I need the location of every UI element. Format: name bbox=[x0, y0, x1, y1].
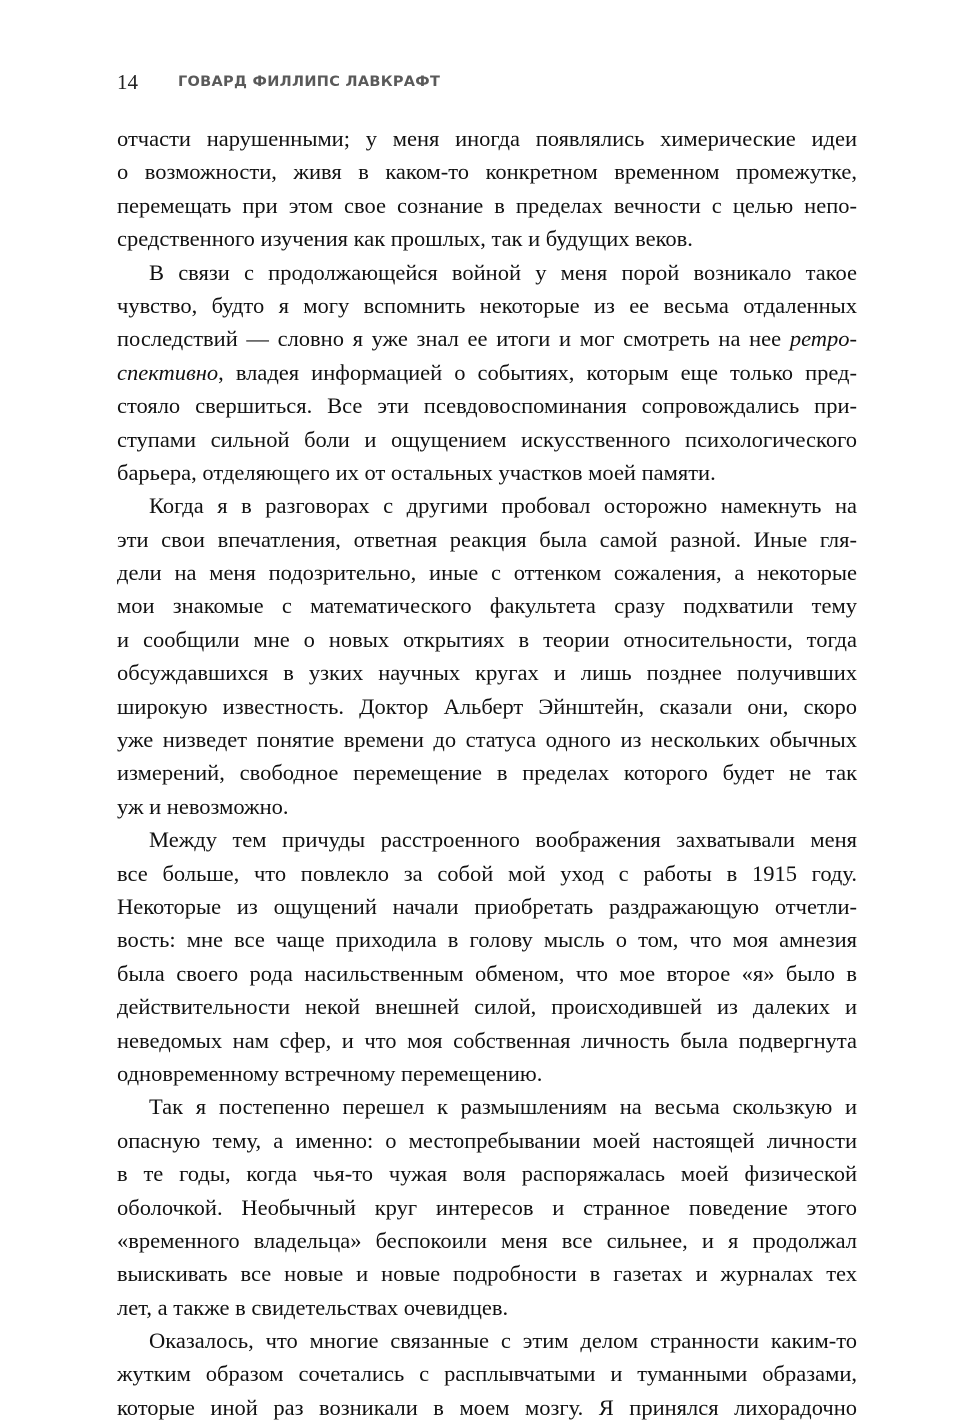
text-line: перемещать при этом свое сознание в пределах вечности с целью непо- bbox=[117, 192, 857, 218]
text-line: вость: мне все чаще приходила в голову мысль о том, что моя амнезия bbox=[117, 927, 857, 953]
text-line: действительности некой внешней силой, происходившей из далеких и bbox=[117, 994, 857, 1020]
running-header bbox=[117, 70, 440, 94]
text-line: барьера, отделяющего их от остальных участков моей памяти. bbox=[117, 459, 716, 485]
text-line: стояло свершиться. Все эти псевдовоспоминания сопровождались при- bbox=[117, 393, 857, 419]
text-line: эти свои впечатления, ответная реакция была самой разной. Иные гля- bbox=[117, 526, 857, 552]
text-line: дели на меня подозрительно, иные с оттенком сожаления, а некоторые bbox=[117, 560, 857, 586]
paragraph bbox=[117, 1324, 857, 1424]
page-body-text bbox=[117, 122, 857, 1424]
italic-text: ретро- bbox=[789, 326, 857, 352]
text-line bbox=[117, 322, 857, 355]
text-line: средственного изучения как прошлых, так и будущих веков. bbox=[117, 226, 693, 252]
text-line: жутким образом сочетались с расплывчатыми и туманными образами, bbox=[117, 1361, 857, 1387]
text-line: выискивать все новые и новые подробности в газетах и журналах тех bbox=[117, 1261, 857, 1287]
paragraph bbox=[117, 823, 857, 1090]
text-line: Когда я в разговорах с другими пробовал осторожно намекнуть на bbox=[149, 493, 857, 519]
text-line: уж и невозможно. bbox=[117, 793, 289, 819]
text-line: которые иной раз возникали в моем мозгу. Я принялся лихорадочно bbox=[117, 1394, 857, 1420]
text-line: лет, а также в свидетельствах очевидцев. bbox=[117, 1294, 509, 1320]
text-line: все больше, что повлекло за собой мой уход с работы в 1915 году. bbox=[117, 860, 857, 886]
paragraph bbox=[117, 122, 857, 256]
text-segment: последствий — словно я уже знал ее итоги и мог смотреть на нее bbox=[117, 326, 790, 352]
text-line: Так я постепенно перешел к размышлениям на весьма скользкую и bbox=[149, 1094, 857, 1120]
paragraph bbox=[117, 1090, 857, 1324]
text-line: Оказалось, что многие связанные с этим делом странности каким-то bbox=[149, 1328, 857, 1354]
text-line: измерений, свободное перемещение в пределах которого будет не так bbox=[117, 760, 857, 786]
text-line: о возможности, живя в каком-то конкретном временном промежутке, bbox=[117, 159, 857, 185]
text-line: мои знакомые с математического факультета сразу подхватили тему bbox=[117, 593, 857, 619]
text-line: обсуждавшихся в узких научных кругах и лишь позднее получивших bbox=[117, 660, 857, 686]
text-line: одновременному встречному перемещению. bbox=[117, 1060, 543, 1086]
text-line: отчасти нарушенными; у меня иногда появлялись химерические идеи bbox=[117, 126, 857, 151]
text-line: В связи с продолжающейся войной у меня порой возникало такое bbox=[149, 259, 857, 285]
text-line: опасную тему, а именно: о местопребывании моей настоящей личности bbox=[117, 1127, 857, 1153]
text-line: ступами сильной боли и ощущением искусственного психологического bbox=[117, 426, 857, 452]
text-line: уже низведет понятие времени до статуса одного из нескольких обычных bbox=[117, 727, 857, 753]
page-number: 14 bbox=[117, 69, 138, 94]
text-line: «временного владельца» беспокоили меня все сильнее, и я продолжал bbox=[117, 1227, 857, 1253]
text-line: чувство, будто я могу вспомнить некоторые из ее весьма отдаленных bbox=[117, 292, 857, 318]
text-line: Некоторые из ощущений начали приобретать раздражающую отчетли- bbox=[117, 893, 857, 919]
text-line: широкую известность. Доктор Альберт Эйнштейн, сказали они, скоро bbox=[117, 693, 857, 719]
text-line: была своего рода насильственным обменом, что мое второе «я» было в bbox=[117, 960, 857, 986]
italic-text: спективно bbox=[117, 359, 219, 385]
paragraph bbox=[117, 489, 857, 823]
text-line: и сообщили мне о новых открытиях в теории относительности, тогда bbox=[117, 626, 857, 652]
text-line: Между тем причуды расстроенного воображения захватывали меня bbox=[149, 827, 857, 853]
running-title: ГОВАРД ФИЛЛИПС ЛАВКРАФТ bbox=[178, 74, 441, 90]
paragraph bbox=[117, 256, 857, 490]
text-line: в те годы, когда чья-то чужая воля распоряжалась моей физической bbox=[117, 1161, 857, 1187]
text-line: оболочкой. Необычный круг интересов и странное поведение этого bbox=[117, 1194, 857, 1220]
text-line: неведомых нам сфер, и что моя собственная личность была подвергнута bbox=[117, 1027, 857, 1053]
text-segment: , владея информацией о событиях, которым еще только пред- bbox=[218, 359, 857, 385]
text-line bbox=[117, 356, 857, 389]
